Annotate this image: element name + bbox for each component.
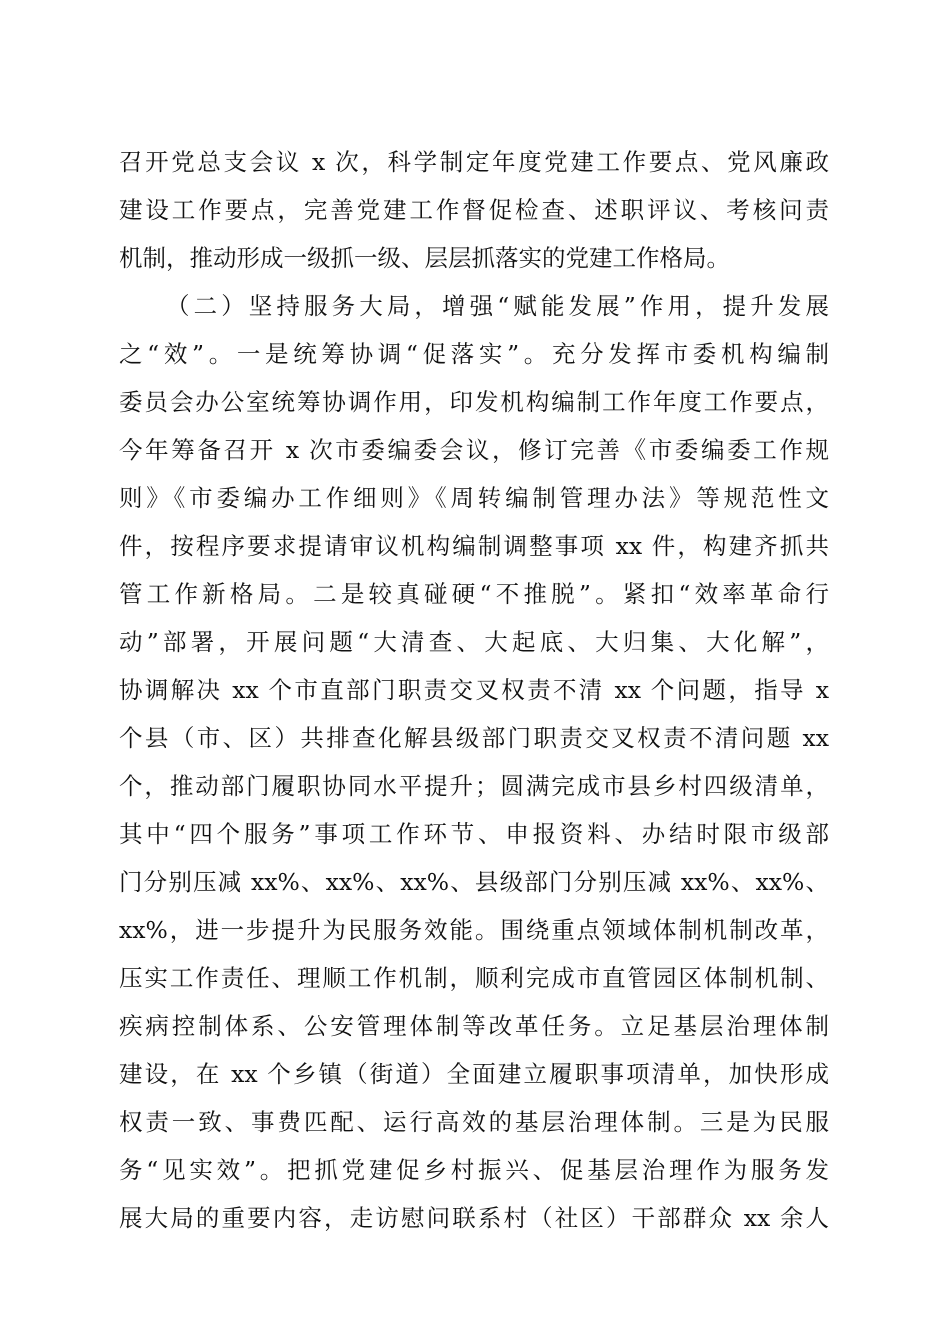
- text-line-14: 个，推动部门履职协同水平提升；圆满完成市县乡村四级清单，: [119, 772, 829, 800]
- text-line-18: 压实工作责任、理顺工作机制，顺利完成市直管园区体制机制、: [119, 964, 829, 992]
- text-line-1: 召开党总支会议 x 次，科学制定年度党建工作要点、党风廉政: [119, 148, 829, 176]
- text-line-13: 个县（市、区）共排查化解县级部门职责交叉权责不清问题 xx: [119, 724, 829, 752]
- text-line-20: 建设，在 xx 个乡镇（街道）全面建立履职事项清单，加快形成: [119, 1060, 829, 1088]
- text-line-2: 建设工作要点，完善党建工作督促检查、述职评议、考核问责: [119, 196, 829, 224]
- text-line-8: 则》《市委编办工作细则》《周转编制管理办法》等规范性文: [119, 484, 829, 512]
- text-line-16: 门分别压减 xx%、xx%、xx%、县级部门分别压减 xx%、xx%、: [119, 868, 829, 896]
- text-line-3: 机制，推动形成一级抓一级、层层抓落实的党建工作格局。: [119, 244, 730, 272]
- text-line-22: 务“见实效”。把抓党建促乡村振兴、促基层治理作为服务发: [119, 1156, 829, 1184]
- text-line-10: 管工作新格局。二是较真碰硬“不推脱”。紧扣“效率革命行: [119, 580, 829, 608]
- text-line-19: 疾病控制体系、公安管理体制等改革任务。立足基层治理体制: [119, 1012, 829, 1040]
- text-line-23: 展大局的重要内容，走访慰问联系村（社区）干部群众 xx 余人: [119, 1204, 829, 1232]
- text-line-6: 委员会办公室统筹协调作用，印发机构编制工作年度工作要点，: [119, 388, 829, 416]
- text-line-11: 动”部署，开展问题“大清查、大起底、大归集、大化解”，: [119, 628, 829, 656]
- text-line-12: 协调解决 xx 个市直部门职责交叉权责不清 xx 个问题，指导 x: [119, 676, 829, 704]
- section-heading-line: （二）坚持服务大局，增强“赋能发展”作用，提升发展: [166, 292, 829, 320]
- text-line-17: xx%，进一步提升为民服务效能。围绕重点领域体制机制改革，: [119, 916, 829, 944]
- text-line-15: 其中“四个服务”事项工作环节、申报资料、办结时限市级部: [119, 820, 829, 848]
- text-line-7: 今年筹备召开 x 次市委编委会议，修订完善《市委编委工作规: [119, 436, 829, 464]
- text-line-9: 件，按程序要求提请审议机构编制调整事项 xx 件，构建齐抓共: [119, 532, 829, 560]
- text-line-21: 权责一致、事费匹配、运行高效的基层治理体制。三是为民服: [119, 1108, 829, 1136]
- text-line-5: 之“效”。一是统筹协调“促落实”。充分发挥市委机构编制: [119, 340, 829, 368]
